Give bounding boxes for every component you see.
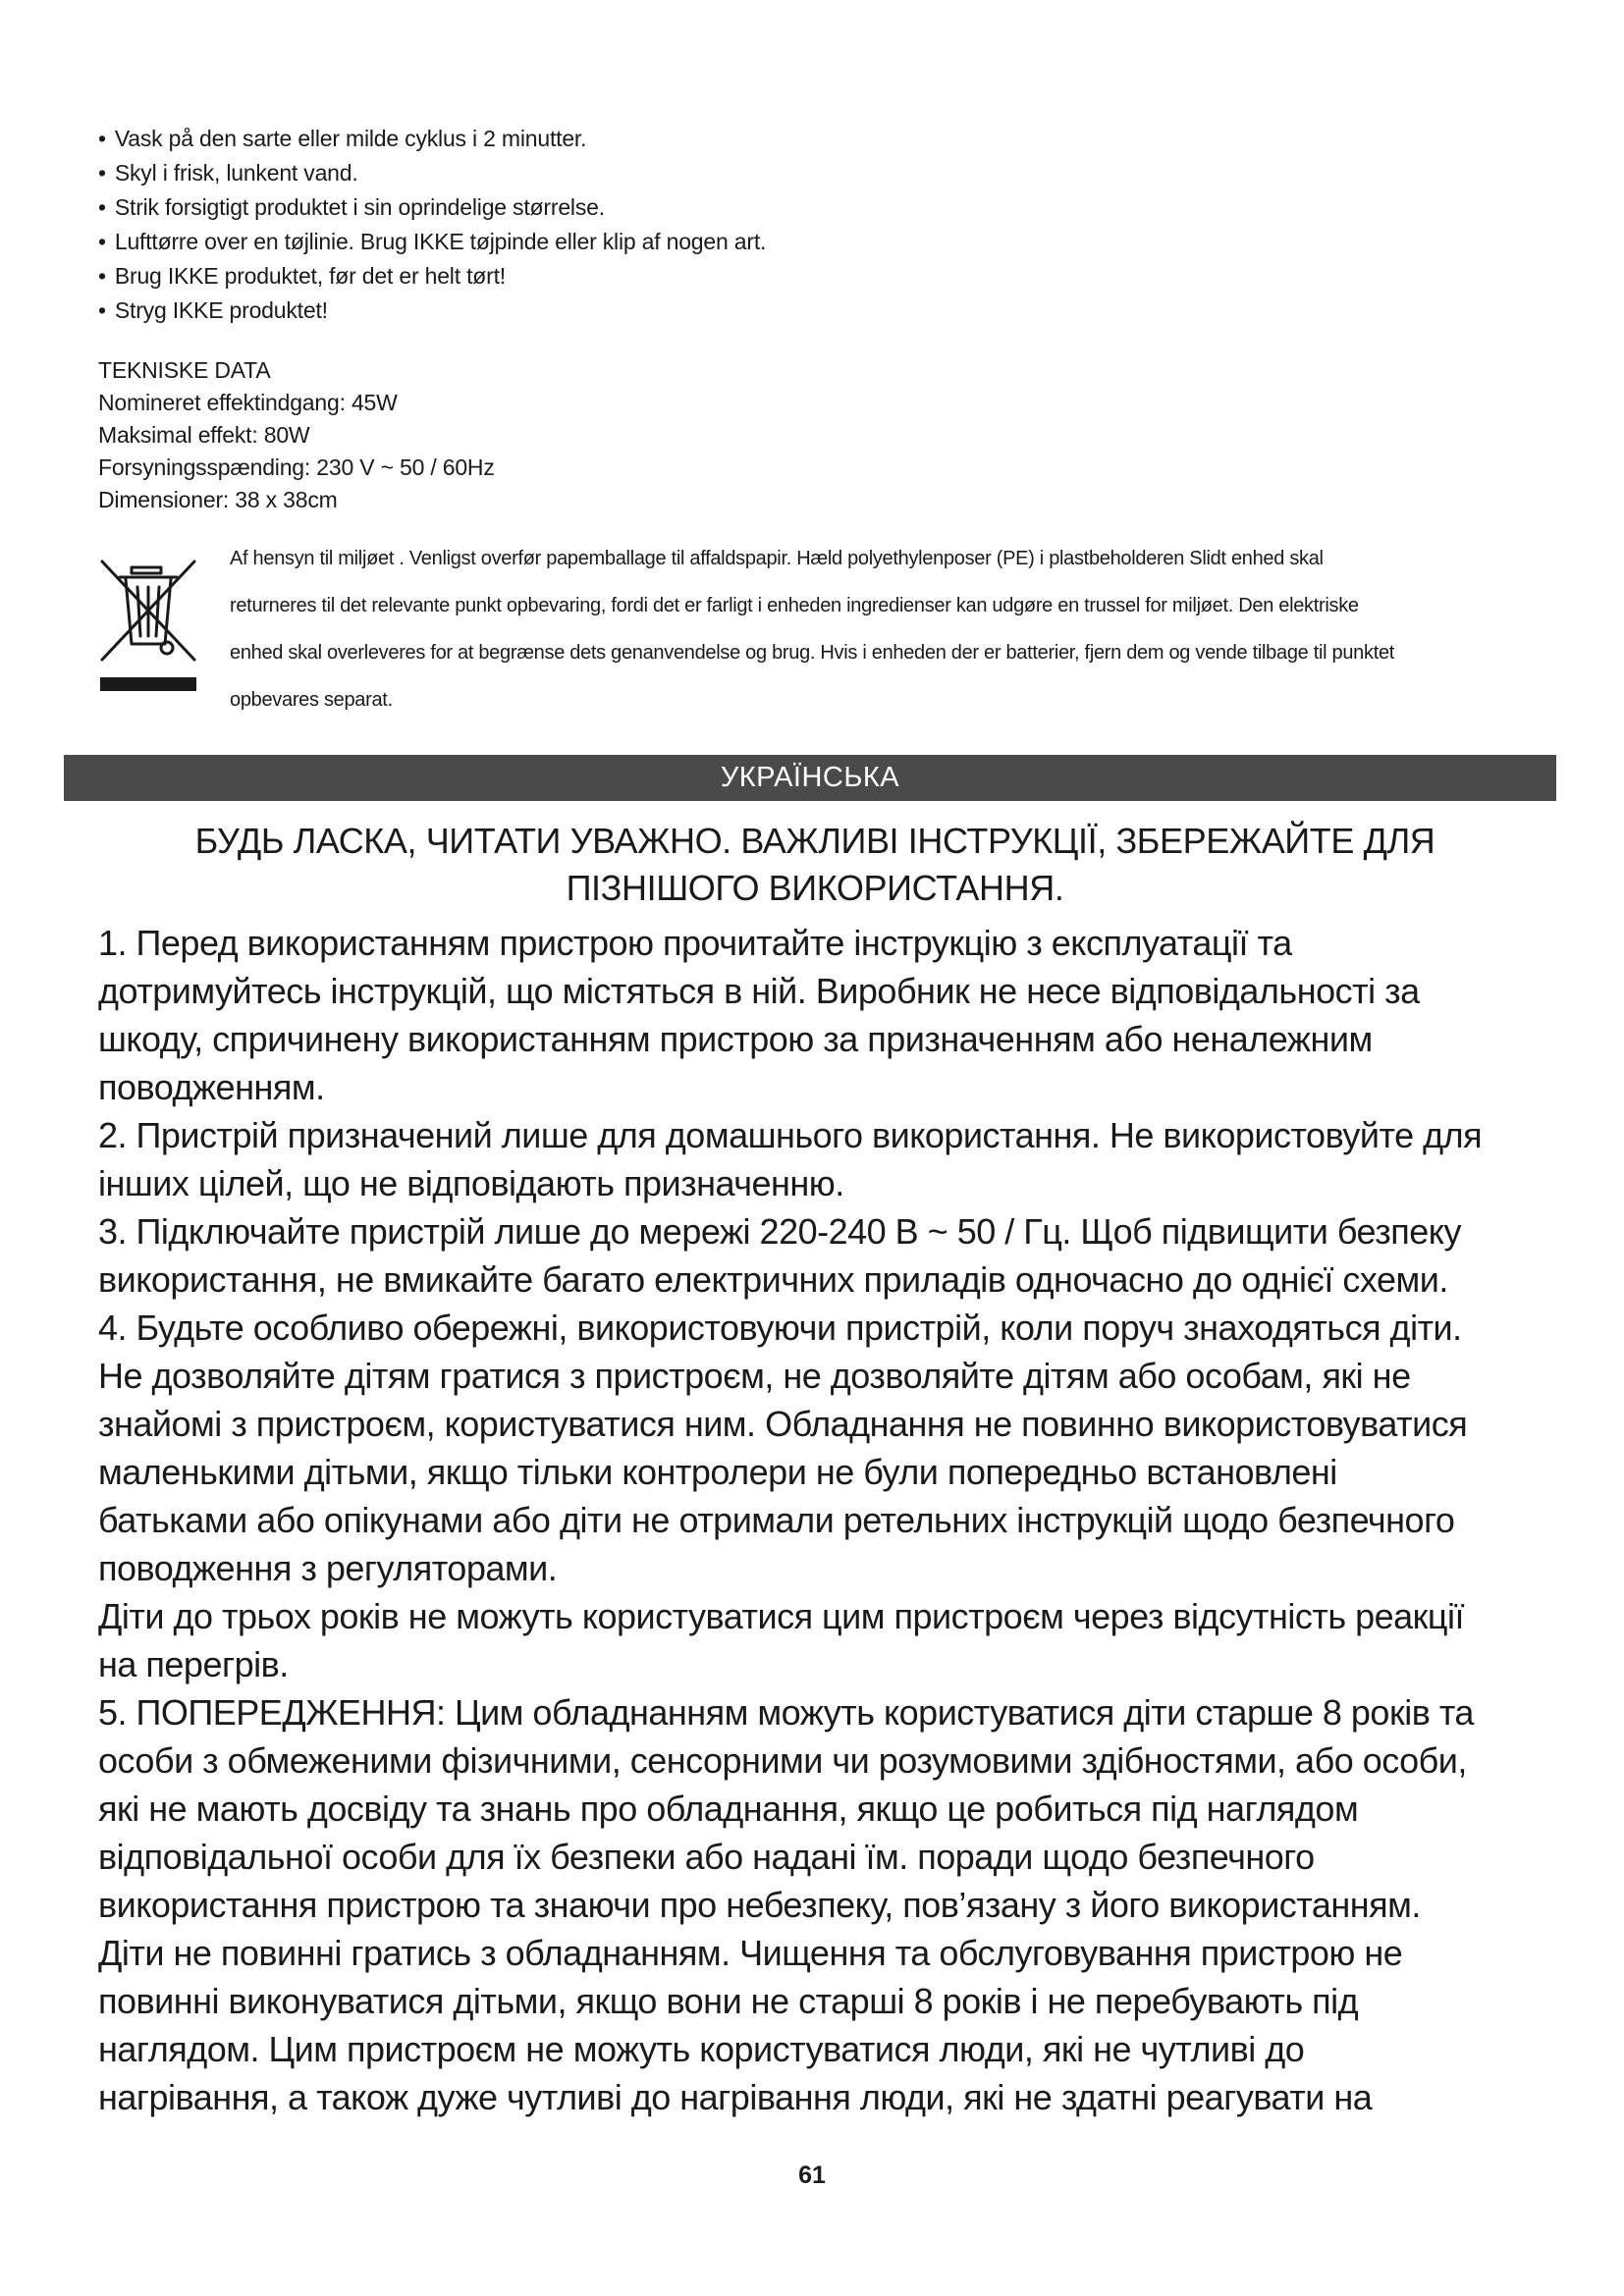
instruction-line: повинні виконуватися дітьми, якщо вони не старші 8 років і не перебувають під (98, 1981, 1359, 2021)
care-instruction: • Vask på den sarte eller milde cyklus i 2 minutter. (98, 122, 1276, 156)
instruction-line: на перегрів. (98, 1644, 289, 1684)
instruction-line: 5. ПОПЕРЕДЖЕННЯ: Цим обладнанням можуть користуватися діти старше 8 років та (98, 1692, 1474, 1733)
instruction-line: які не мають досвіду та знань про обладнання, якщо це робиться під наглядом (98, 1789, 1359, 1829)
instruction-line: нагрівання, а також дуже чутливі до нагрівання люди, які не здатні реагувати на (98, 2077, 1373, 2117)
instruction-line: особи з обмеженими фізичними, сенсорними чи розумовими здібностями, або особи, (98, 1740, 1467, 1781)
environment-notice (230, 535, 1565, 723)
crossed-out-wheelie-bin-icon (98, 558, 198, 693)
care-instruction: • Skyl i frisk, lunkent vand. (98, 156, 1276, 190)
language-section-header: УКРАЇНСЬКА (64, 755, 1556, 801)
instruction-line: поводженням. (98, 1067, 325, 1107)
care-instruction: • Strik forsigtigt produktet i sin oprindelige størrelse. (98, 190, 1276, 225)
instruction-line: використання, не вмикайте багато електричних приладів одночасно до однієї схеми. (98, 1259, 1448, 1300)
dimensions-spec: Dimensioner: 38 x 38cm (98, 487, 338, 512)
care-instruction: • Brug IKKE produktet, før det er helt tørt! (98, 259, 1276, 294)
environment-notice-line: opbevares separat. (230, 689, 393, 711)
technical-data (98, 354, 495, 516)
instruction-line: дотримуйтесь інструкцій, що містяться в ній. Виробник не несе відповідальності за (98, 971, 1420, 1011)
instruction-line: 4. Будьте особливо обережні, використовуючи пристрій, коли поруч знаходяться діти. (98, 1308, 1462, 1348)
instruction-line: маленькими дітьми, якщо тільки контролери не були попередньо встановлені (98, 1452, 1337, 1492)
instruction-line: відповідальної особи для їх безпеки або надані їм. поради щодо безпечного (98, 1837, 1315, 1877)
technical-data-heading: TEKNISKE DATA (98, 357, 271, 383)
environment-notice-line: enhed skal overleveres for at begrænse dets genanvendelse og brug. Hvis i enheden der er batterier, fjern dem og vende tilbage til punktet (230, 642, 1395, 664)
instruction-line: поводження з регуляторами. (98, 1548, 558, 1588)
instruction-line: 2. Пристрій призначений лише для домашнього використання. Не використовуйте для (98, 1115, 1483, 1155)
title-line: БУДЬ ЛАСКА, ЧИТАТИ УВАЖНО. ВАЖЛИВІ ІНСТРУКЦІЇ, ЗБЕРЕЖАЙТЕ ДЛЯ (194, 821, 1435, 861)
safety-instructions (98, 919, 1591, 2121)
instruction-line: використання пристрою та знаючи про небезпеку, пов’язану з його використанням. (98, 1885, 1421, 1925)
max-power-spec: Maksimal effekt: 80W (98, 422, 310, 448)
instruction-line: батьками або опікунами або діти не отримали ретельних інструкцій щодо безпечного (98, 1500, 1455, 1540)
environment-notice-line: returneres til det relevante punkt opbevaring, fordi det er farligt i enheden ingredienser kan udgøre en trussel for miljøet. Den elektriske (230, 595, 1359, 616)
title-line: ПІЗНІШОГО ВИКОРИСТАННЯ. (566, 868, 1064, 908)
instruction-line: інших цілей, що не відповідають призначенню. (98, 1163, 844, 1203)
care-instruction: • Lufttørre over en tøjlinie. Brug IKKE tøjpinde eller klip af nogen art. (98, 225, 1276, 259)
page-title (79, 818, 1551, 912)
rated-input-spec: Nomineret effektindgang: 45W (98, 390, 398, 415)
page-number: 61 (798, 2162, 826, 2189)
instruction-line: Діти до трьох років не можуть користуватися цим пристроєм через відсутність реакції (98, 1596, 1465, 1636)
environment-notice-line: Af hensyn til miljøet . Venligst overfør papemballage til affaldspapir. Hæld polyethylenposer (PE) i plastbeholderen Slidt enhed skal (230, 548, 1324, 569)
instruction-line: знайомі з пристроєм, користуватися ним. Обладнання не повинно використовуватися (98, 1404, 1468, 1444)
instruction-line: Діти не повинні гратись з обладнанням. Чищення та обслуговування пристрою не (98, 1933, 1403, 1973)
instruction-line: 3. Підключайте пристрій лише до мережі 220-240 В ~ 50 / Гц. Щоб підвищити безпеку (98, 1211, 1461, 1252)
care-instructions-list (98, 122, 1276, 328)
care-instruction: • Stryg IKKE produktet! (98, 294, 1276, 328)
supply-voltage-spec: Forsyningsspænding: 230 V ~ 50 / 60Hz (98, 454, 495, 480)
instruction-line: шкоду, спричинену використанням пристрою за призначенням або неналежним (98, 1019, 1373, 1059)
instruction-line: Не дозволяйте дітям гратися з пристроєм, не дозволяйте дітям або особам, які не (98, 1356, 1411, 1396)
instruction-line: наглядом. Цим пристроєм не можуть користуватися люди, які не чутливі до (98, 2029, 1305, 2069)
instruction-line: 1. Перед використанням пристрою прочитайте інструкцію з експлуатації та (98, 923, 1292, 963)
